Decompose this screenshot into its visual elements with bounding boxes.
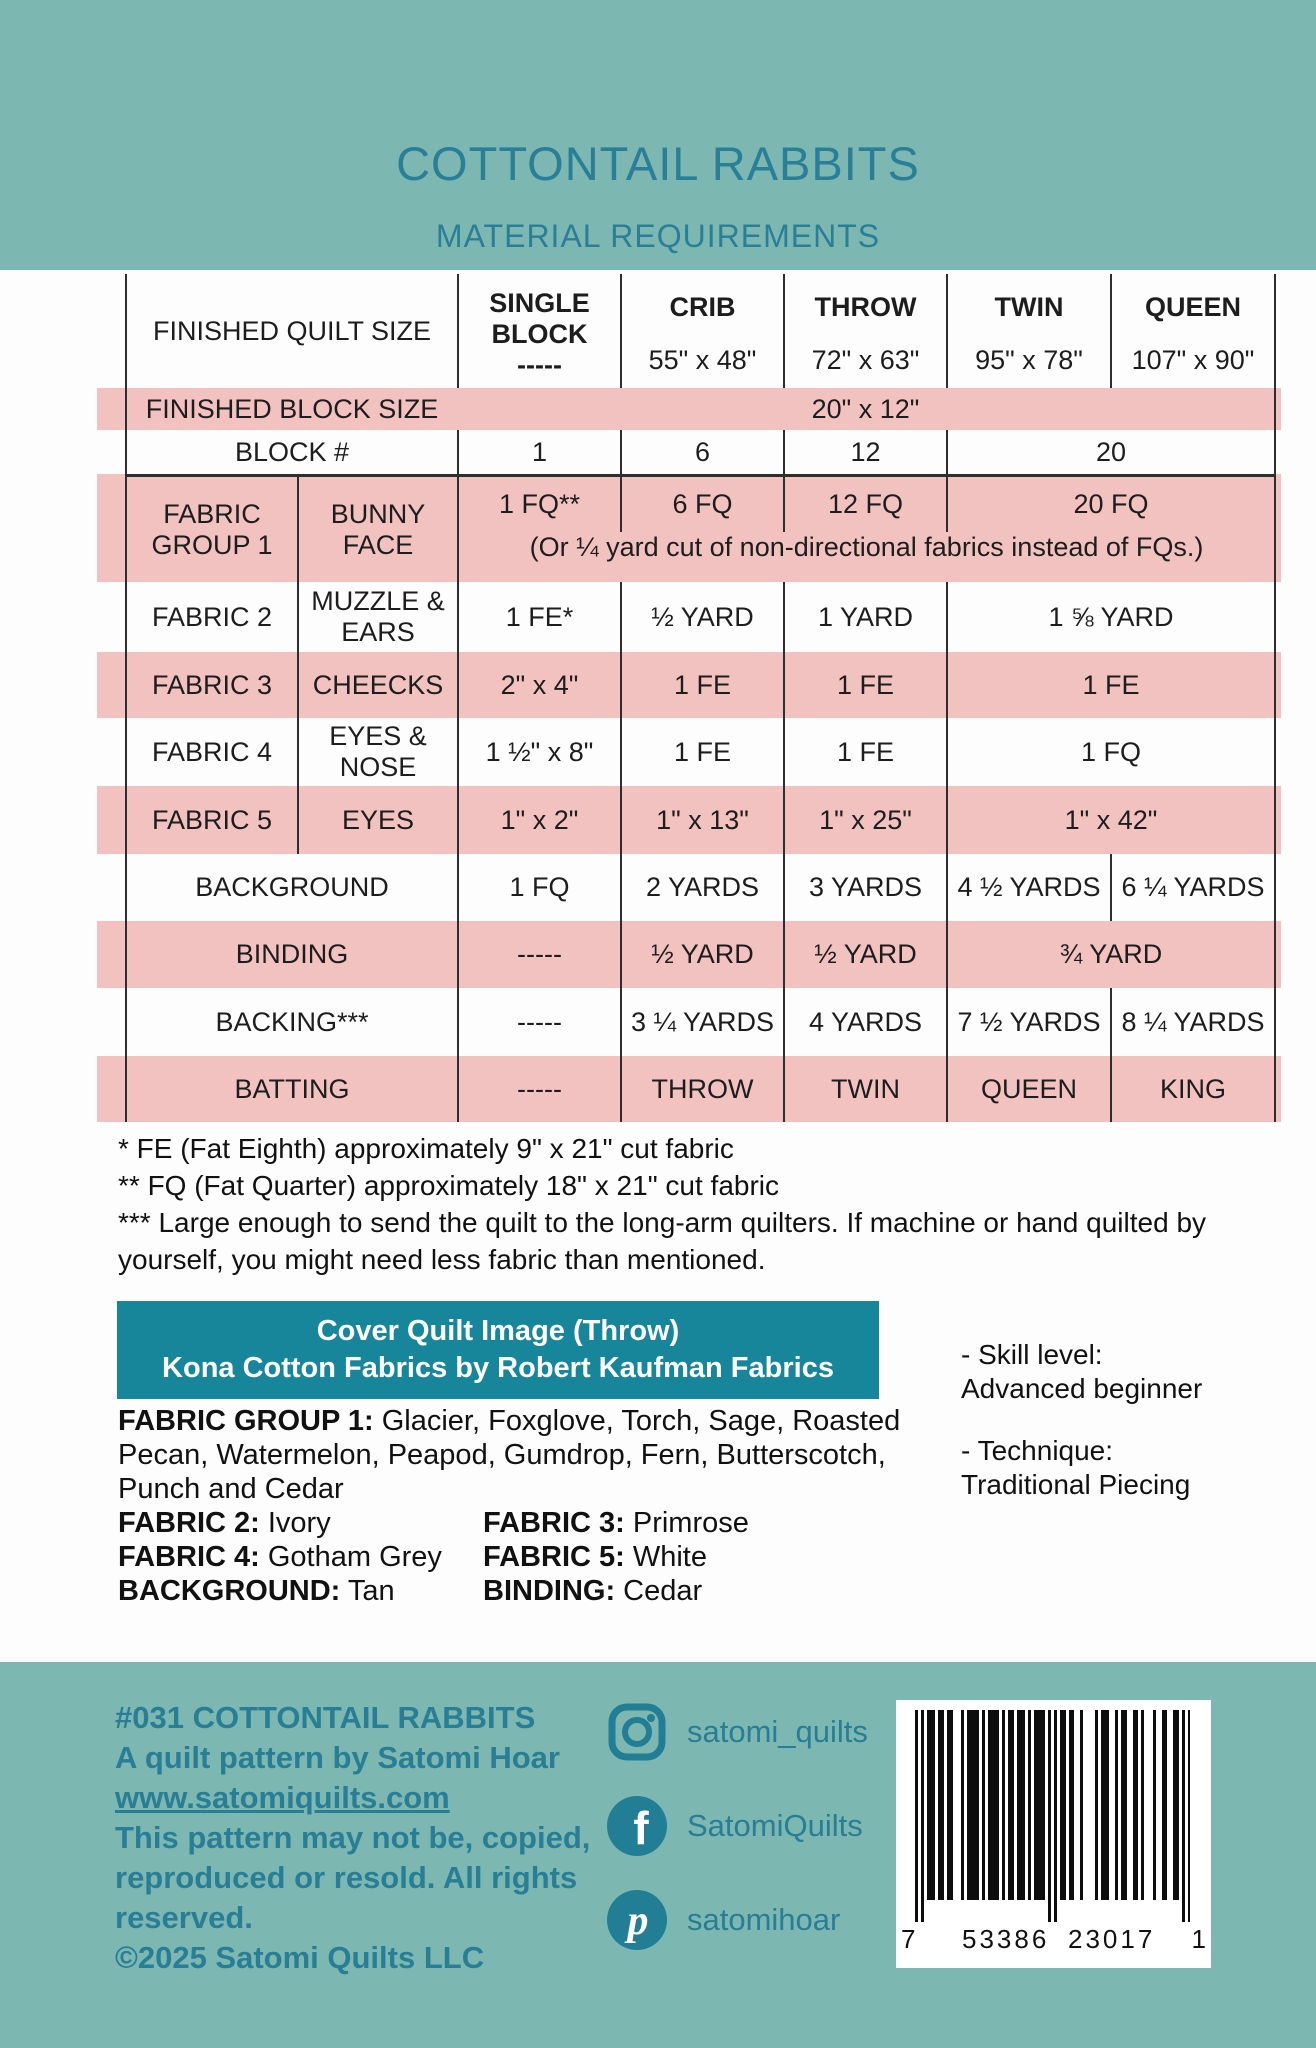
col-name-single-block: SINGLE BLOCK [489, 287, 590, 349]
background-color-value: Tan [340, 1575, 395, 1607]
binding-color [483, 1574, 702, 1608]
cell-binding-twin-queen: ¾ YARD [946, 921, 1274, 988]
technique-label: - Technique: [961, 1435, 1114, 1466]
footnotes [118, 1130, 1288, 1278]
cell-batting-throw: TWIN [783, 1056, 946, 1122]
cell-fabric4-single: 1 ½" x 8" [457, 718, 620, 786]
cell-binding-crib: ½ YARD [620, 921, 783, 988]
fabric5-color-label: FABRIC 5: [483, 1541, 625, 1573]
fabric5-color [483, 1540, 707, 1574]
footnote-backing: *** Large enough to send the quilt to the long-arm quilters. If machine or hand quilted by yourself, you might need less fabric than mentioned. [118, 1207, 1207, 1275]
fabric5-color-value: White [624, 1541, 707, 1573]
background-color [118, 1574, 483, 1608]
binding-color-value: Cedar [615, 1575, 703, 1607]
cover-quilt-info-box [117, 1301, 879, 1399]
cell-block-count-twin-queen: 20 [946, 430, 1274, 474]
cell-batting-twin: QUEEN [946, 1056, 1110, 1122]
cell-batting-single: ----- [457, 1056, 620, 1122]
barcode-group1: 53386 [962, 1924, 1050, 1954]
cell-fabric-group1-throw: 12 FQ [783, 474, 946, 532]
facebook-handle: SatomiQuilts [687, 1808, 863, 1843]
cell-backing-twin: 7 ½ YARDS [946, 988, 1110, 1056]
cell-batting-label: BATTING [234, 1073, 350, 1104]
page-title: COTTONTAIL RABBITS [396, 137, 920, 190]
col-header-twin [946, 274, 1110, 388]
cell-fabric4-throw: 1 FE [783, 718, 946, 786]
cell-background-twin: 4 ½ YARDS [946, 854, 1110, 921]
cell-fabric4-crib: 1 FE [620, 718, 783, 786]
cell-fabric5-crib: 1" x 13" [620, 786, 783, 854]
cell-fabric5-throw: 1" x 25" [783, 786, 946, 854]
cell-backing-throw: 4 YARDS [783, 988, 946, 1056]
social-links [605, 1700, 868, 1982]
instagram-icon [605, 1700, 669, 1764]
cell-binding-single: ----- [457, 921, 620, 988]
fabric2-color [118, 1506, 483, 1540]
col-header-crib [620, 274, 783, 388]
fabric3-color [483, 1506, 749, 1540]
cell-binding-throw: ½ YARD [783, 921, 946, 988]
cover-box-line2: Kona Cotton Fabrics by Robert Kaufman Fabrics [162, 1352, 834, 1384]
col-name-queen: QUEEN [1144, 292, 1242, 322]
footnote-fq: ** FQ (Fat Quarter) approximately 18" x 21" cut fabric [118, 1170, 780, 1201]
cell-fabric5-part: EYES [297, 786, 457, 854]
pattern-details [961, 1338, 1202, 1502]
barcode-group2: 23017 [1068, 1924, 1156, 1954]
fabric3-color-value: Primrose [624, 1507, 749, 1539]
facebook-icon [605, 1794, 669, 1858]
cell-backing-queen: 8 ¼ YARDS [1110, 988, 1274, 1056]
cell-finished-block-size-value: 20" x 12" [811, 393, 920, 424]
svg-text:p: p [627, 1898, 649, 1944]
skill-level-label: - Skill level: [961, 1339, 1103, 1370]
fabric-group1-colors-value: Glacier, Foxglove, Torch, Sage, Roasted Pecan, Watermelon, Peapod, Gumdrop, Fern, Butterscotch, Punch and Cedar [118, 1405, 901, 1505]
byline: A quilt pattern by Satomi Hoar [115, 1740, 560, 1775]
instagram-handle: satomi_quilts [687, 1714, 868, 1749]
cell-finished-block-size-label: FINISHED BLOCK SIZE [145, 393, 439, 424]
materials-table [125, 274, 1276, 1122]
instagram-row [605, 1700, 868, 1764]
fabric3-color-label: FABRIC 3: [483, 1507, 625, 1539]
copyright-line2: reproduced or resold. All rights [115, 1860, 578, 1895]
cell-fabric2-single: 1 FE* [457, 582, 620, 652]
cell-fabric-group1-part: BUNNY FACE [297, 474, 457, 582]
pinterest-icon [605, 1888, 669, 1952]
col-dims-single-block: ----- [517, 349, 562, 380]
cell-background-crib: 2 YARDS [620, 854, 783, 921]
cell-fabric-group1-crib: 6 FQ [620, 474, 783, 532]
cell-batting-queen: KING [1110, 1056, 1274, 1122]
pattern-number: #031 COTTONTAIL RABBITS [115, 1700, 536, 1735]
cell-fabric3-crib: 1 FE [620, 652, 783, 718]
cell-fabric3-part: CHEECKS [297, 652, 457, 718]
cell-background-throw: 3 YARDS [783, 854, 946, 921]
cell-fabric2-part: MUZZLE & EARS [297, 582, 457, 652]
pinterest-row [605, 1888, 868, 1952]
cell-fabric3-label: FABRIC 3 [151, 669, 273, 700]
cell-fabric-group1-note: (Or ¼ yard cut of non-directional fabrics instead of FQs.) [457, 532, 1274, 582]
cell-fabric3-single: 2" x 4" [457, 652, 620, 718]
cell-fabric2-twin-queen: 1 ⅝ YARD [946, 582, 1274, 652]
cell-binding-label: BINDING [235, 939, 349, 969]
cell-backing-label: BACKING*** [215, 1006, 369, 1037]
cell-fabric3-twin-queen: 1 FE [946, 652, 1274, 718]
col-dims-twin: 95" x 78" [975, 345, 1083, 375]
col-dims-queen: 107" x 90" [1131, 345, 1255, 375]
cell-fabric-group1-twin-queen: 20 FQ [946, 474, 1274, 532]
website-link: www.satomiquilts.com [115, 1780, 450, 1815]
binding-color-label: BINDING: [483, 1575, 616, 1607]
copyright-line3: reserved. [115, 1900, 253, 1935]
fabric4-color [118, 1540, 483, 1574]
cell-background-label: BACKGROUND [195, 872, 389, 902]
cell-corner-label: FINISHED QUILT SIZE [152, 315, 432, 346]
col-header-queen [1110, 274, 1274, 388]
col-name-twin: TWIN [994, 292, 1064, 322]
fabric2-color-value: Ivory [259, 1507, 331, 1539]
cell-batting-crib: THROW [620, 1056, 783, 1122]
cell-block-count-crib: 6 [620, 430, 783, 474]
cell-backing-crib: 3 ¼ YARDS [620, 988, 783, 1056]
cell-fabric4-part: EYES & NOSE [297, 718, 457, 786]
barcode-digits [896, 1922, 1211, 1962]
cell-backing-single: ----- [457, 988, 620, 1056]
skill-level-value: Advanced beginner [961, 1373, 1203, 1404]
barcode-digit-left: 7 [901, 1924, 916, 1954]
barcode [896, 1700, 1211, 1968]
fabric4-color-value: Gotham Grey [259, 1541, 442, 1573]
cell-background-queen: 6 ¼ YARDS [1110, 854, 1274, 921]
cell-fabric5-single: 1" x 2" [457, 786, 620, 854]
cell-fabric-group1-label: FABRIC GROUP 1 [127, 474, 297, 582]
cover-box-line1: Cover Quilt Image (Throw) [316, 1315, 680, 1347]
technique-value: Traditional Piecing [961, 1469, 1191, 1500]
fabric4-color-label: FABRIC 4: [118, 1541, 260, 1573]
fabric-group1-colors [118, 1404, 908, 1506]
col-name-throw: THROW [814, 292, 917, 322]
fabric-group1-colors-label: FABRIC GROUP 1: [118, 1405, 374, 1437]
cell-block-count-single: 1 [457, 430, 620, 474]
background-color-label: BACKGROUND: [118, 1575, 341, 1607]
cell-fabric5-label: FABRIC 5 [151, 804, 273, 835]
copyright-line1: This pattern may not be, copied, [115, 1820, 591, 1855]
barcode-bars [915, 1710, 1192, 1922]
fabric-color-list [118, 1404, 908, 1608]
col-name-crib: CRIB [669, 292, 736, 322]
cell-background-single: 1 FQ [457, 854, 620, 921]
facebook-row [605, 1794, 868, 1858]
footnote-fe: * FE (Fat Eighth) approximately 9" x 21" cut fabric [118, 1133, 734, 1164]
cell-fabric-group1-single: 1 FQ** [457, 474, 620, 532]
copyright-company: ©2025 Satomi Quilts LLC [115, 1940, 485, 1975]
cell-fabric2-crib: ½ YARD [620, 582, 783, 652]
page-subtitle: MATERIAL REQUIREMENTS [435, 218, 881, 254]
pinterest-handle: satomihoar [687, 1902, 841, 1937]
fabric2-color-label: FABRIC 2: [118, 1507, 260, 1539]
cell-block-count-throw: 12 [783, 430, 946, 474]
cell-fabric4-twin-queen: 1 FQ [946, 718, 1274, 786]
col-dims-throw: 72" x 63" [811, 345, 920, 375]
cell-fabric3-throw: 1 FE [783, 652, 946, 718]
barcode-digit-right: 1 [1191, 1924, 1206, 1954]
cell-fabric5-twin-queen: 1" x 42" [946, 786, 1274, 854]
cell-block-count-label: BLOCK # [234, 436, 350, 467]
cell-fabric4-label: FABRIC 4 [151, 736, 273, 767]
col-dims-crib: 55" x 48" [648, 345, 757, 375]
cell-fabric2-label: FABRIC 2 [151, 601, 273, 632]
col-header-throw [783, 274, 946, 388]
cell-fabric2-throw: 1 YARD [783, 582, 946, 652]
col-header-single-block [457, 274, 620, 388]
footer-text [115, 1698, 675, 1978]
svg-text:f: f [633, 1802, 649, 1854]
